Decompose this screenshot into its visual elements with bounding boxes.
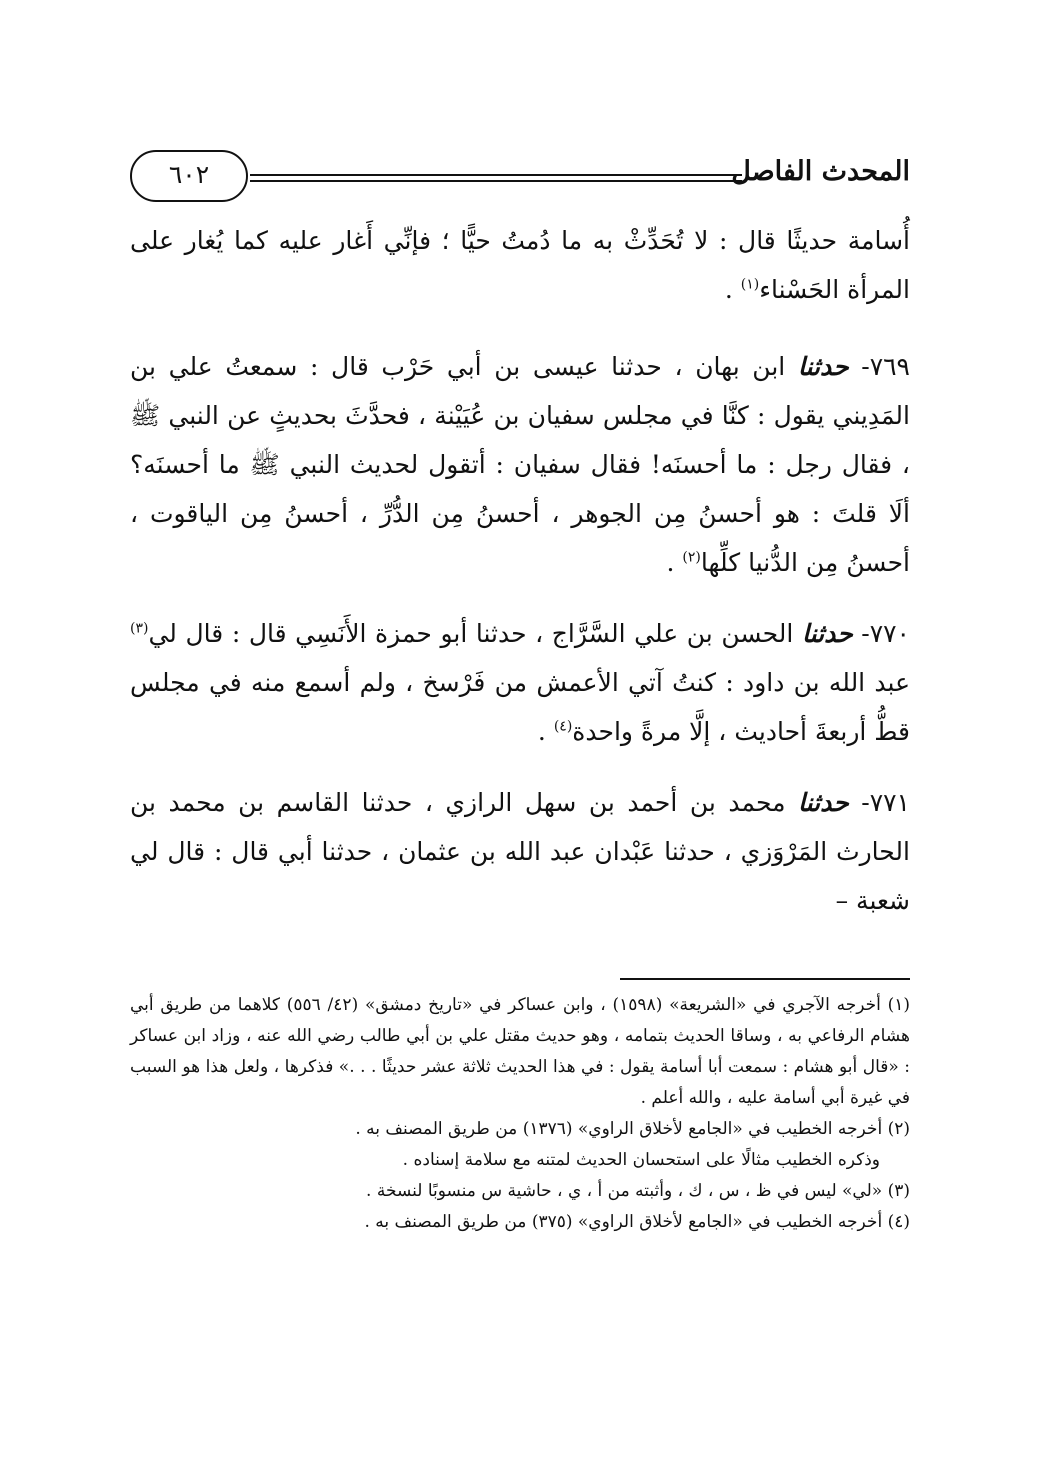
page-header — [130, 150, 910, 206]
footnote-text: أخرجه الخطيب في «الجامع لأخلاق الراوي» (١٣٧٦) من طريق المصنف به . — [355, 1119, 888, 1139]
paragraph-text: أُسامة حديثًا قال : لا تُحَدِّثْ به ما دُمتُ حيًّا ؛ فإنِّي أَغار عليه كما يُغار على المرأة الحَسْناء — [130, 226, 910, 304]
paragraph-text: محمد بن أحمد بن سهل الرازي ، حدثنا القاسم بن محمد بن الحارث المَرْوَزي ، حدثنا عَبْدان عبد الله بن عثمان ، حدثنا أبي قال : قال لي شعبة – — [130, 788, 910, 915]
haddathana-word: حدثنا — [797, 352, 849, 381]
footnote-label: (٤) — [887, 1212, 910, 1232]
footnotes — [130, 990, 910, 1238]
header-rule-top — [250, 174, 742, 176]
footnote-1 — [130, 990, 910, 1114]
footnote-2-continuation: وذكره الخطيب مثالًا على استحسان الحديث لمتنه مع سلامة إسناده . — [402, 1150, 880, 1170]
footnote-ref: (١) — [740, 276, 760, 293]
page-number-badge: ٦٠٢ — [130, 150, 248, 202]
hadith-771 — [130, 778, 910, 925]
hadith-number: ٧٦٩- — [848, 352, 910, 381]
footnote-ref: (٣) — [130, 620, 149, 637]
footnote-label: (١) — [887, 995, 911, 1015]
footnote-label: (٣) — [887, 1181, 910, 1201]
hadith-770 — [130, 609, 910, 756]
hadith-769 — [130, 342, 910, 587]
footnote-text: أخرجه الخطيب في «الجامع لأخلاق الراوي» (٣٧٥) من طريق المصنف به . — [364, 1212, 888, 1232]
footnote-ref: (٤) — [553, 718, 573, 735]
paragraph-text: الحسن بن علي السَّرَّاج ، حدثنا أبو حمزة الأَنَسِي قال : قال لي — [148, 619, 802, 648]
hadith-number: ٧٧٠- — [852, 619, 910, 648]
paragraph-continuation — [130, 216, 910, 314]
main-text — [130, 216, 910, 947]
haddathana-word: حدثنا — [798, 788, 849, 817]
paragraph-end: . — [537, 717, 554, 746]
paragraph-text: ابن بهان ، حدثنا عيسى بن أبي حَرْب قال : سمعتُ علي بن المَدِيني يقول : كنَّا في مجلس سفيان بن عُيَيْنة ، فحدَّثَ بحديثٍ عن النبي ﷺ ، فقال رجل : ما أحسنَه! فقال سفيان : أتقول لحديث النبي ﷺ ما أحسنَه؟ ألَا قلتَ : هو أحسنُ مِن الجوهر ، أحسنُ مِن الدُّرِّ ، أحسنُ مِن الياقوت ، أحسنُ مِن الدُّنيا كلِّها — [130, 352, 910, 577]
paragraph-end: . — [666, 548, 683, 577]
running-title: المحدث الفاصل — [731, 156, 910, 187]
header-rule-bottom — [250, 180, 742, 182]
footnote-ref: (٢) — [682, 549, 701, 566]
footnote-text: «لي» ليس في ظ ، س ، ك ، وأثبته من أ ، ي ، حاشية س منسوبًا لنسخة . — [366, 1181, 888, 1201]
footnote-3 — [130, 1176, 910, 1207]
footnote-label: (٢) — [887, 1119, 910, 1139]
paragraph-end: . — [724, 275, 741, 304]
footnote-2 — [130, 1114, 910, 1145]
haddathana-word: حدثنا — [801, 619, 853, 648]
hadith-number: ٧٧١- — [848, 788, 910, 817]
footnote-text: أخرجه الآجري في «الشريعة» (١٥٩٨) ، وابن عساكر في «تاريخ دمشق» (٤٢/ ٥٥٦) كلاهما من طريق أبي هشام الرفاعي به ، وساقا الحديث بتمامه ، وهو حديث مقتل علي بن أبي طالب رضي الله عنه ، وزاد ابن عساكر : «قال أبو هشام : سمعت أبا أسامة يقول : في هذا الحديث ثلاثة عشر حديثًا . . .» فذكرها ، ولعل هذا هو السبب في غيرة أبي أسامة عليه ، والله أعلم . — [130, 995, 910, 1108]
footnote-separator — [620, 978, 910, 980]
paragraph-text-middle: عبد الله بن داود : كنتُ آتي الأعمش من فَرْسخ ، ولم أسمع منه في مجلس قطُّ أربعةَ أحاديث ، إلَّا مرةً واحدة — [130, 668, 910, 746]
footnote-4 — [130, 1207, 910, 1238]
